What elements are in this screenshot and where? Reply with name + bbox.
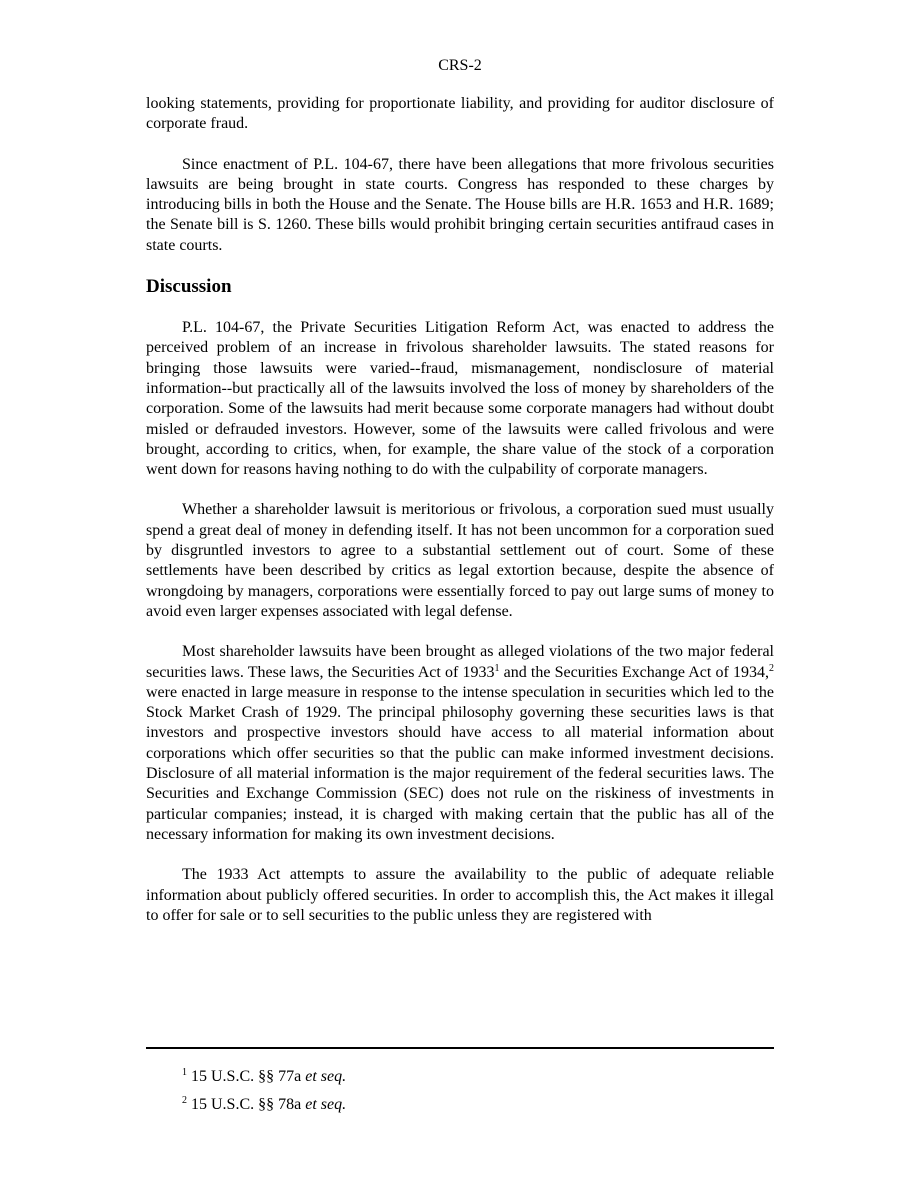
footnote-text: 15 U.S.C. §§ 77a (191, 1068, 306, 1085)
document-body (146, 94, 774, 946)
paragraph-state-court-bills: Since enactment of P.L. 104-67, there have been allegations that more frivolous securities lawsuits are being brought in state courts. Congress has responded to these charges by introducing bills in both the House and the Senate. The House bills are H.R. 1653 and H.R. 1689; the Senate bill is S. 1260. These bills would prohibit bringing certain securities antifraud cases in state courts. (146, 155, 774, 254)
footnote-number: 2 (182, 1095, 187, 1106)
paragraph-continued: looking statements, providing for proportionate liability, and providing for auditor disclosure of corporate fraud. (146, 95, 774, 133)
paragraph-lawsuit-costs: Whether a shareholder lawsuit is meritorious or frivolous, a corporation sued must usually spend a great deal of money in defending itself. It has not been uncommon for a corporation sued by disgruntled investors to agree to a substantial settlement out of court. Some of these settlements have been described by critics as legal extortion because, despite the absence of wrongdoing by managers, corporations were essentially forced to pay out large sums of money to avoid even larger expenses associated with legal defense. (146, 501, 774, 620)
page-number-header: CRS-2 (438, 57, 482, 74)
footnote-italic: et seq. (305, 1096, 347, 1113)
paragraph-reform-act: P.L. 104-67, the Private Securities Litigation Reform Act, was enacted to address the perceived problem of an increase in frivolous shareholder lawsuits. The stated reasons for bringing those lawsuits were varied--fraud, mismanagement, nondisclosure of material information--but practically all of the lawsuits involved the loss of money by shareholders of the corporation. Some of the lawsuits had merit because some corporate managers had without doubt misled or defrauded investors. However, some of the lawsuits were called frivolous and were brought, according to critics, when, for example, the share value of the stock of a corporation went down for reasons having nothing to do with the culpability of corporate managers. (146, 319, 774, 479)
paragraph-text-part-1: Most shareholder lawsuits have been brought as alleged violations of the two major federal securities laws. These laws, the Securities Act of 1933 (146, 643, 774, 681)
footnote-number: 1 (182, 1067, 187, 1078)
footnotes-section (182, 1067, 774, 1123)
footnote-text: 15 U.S.C. §§ 78a (191, 1096, 306, 1113)
footnote-italic: et seq. (305, 1068, 347, 1085)
footnote-divider (146, 1047, 774, 1049)
footnote-ref-1[interactable]: 1 (494, 662, 500, 674)
paragraph-text-part-3: were enacted in large measure in response to the intense speculation in securities which led to the Stock Market Crash of 1929. The principal philosophy governing these securities laws is that investors and prospective investors should have access to all material information about corporations which offer securities so that the public can make informed investment decisions. Disclosure of all material information is the major requirement of the federal securities laws. The Securities and Exchange Commission (SEC) does not rule on the riskiness of investments in particular companies; instead, it is charged with making certain that the public has all of the necessary information for making its own investment decisions. (146, 683, 774, 843)
section-heading-discussion: Discussion (146, 276, 232, 298)
paragraph-federal-securities-laws (146, 642, 774, 845)
paragraph-text-part-2: and the Securities Exchange Act of 1934, (499, 663, 769, 681)
footnote-ref-2[interactable]: 2 (769, 662, 774, 674)
paragraph-1933-act: The 1933 Act attempts to assure the availability to the public of adequate reliable information about publicly offered securities. In order to accomplish this, the Act makes it illegal to offer for sale or to sell securities to the public unless they are registered with (146, 866, 774, 924)
footnote-1 (182, 1067, 774, 1087)
footnote-2 (182, 1095, 774, 1115)
